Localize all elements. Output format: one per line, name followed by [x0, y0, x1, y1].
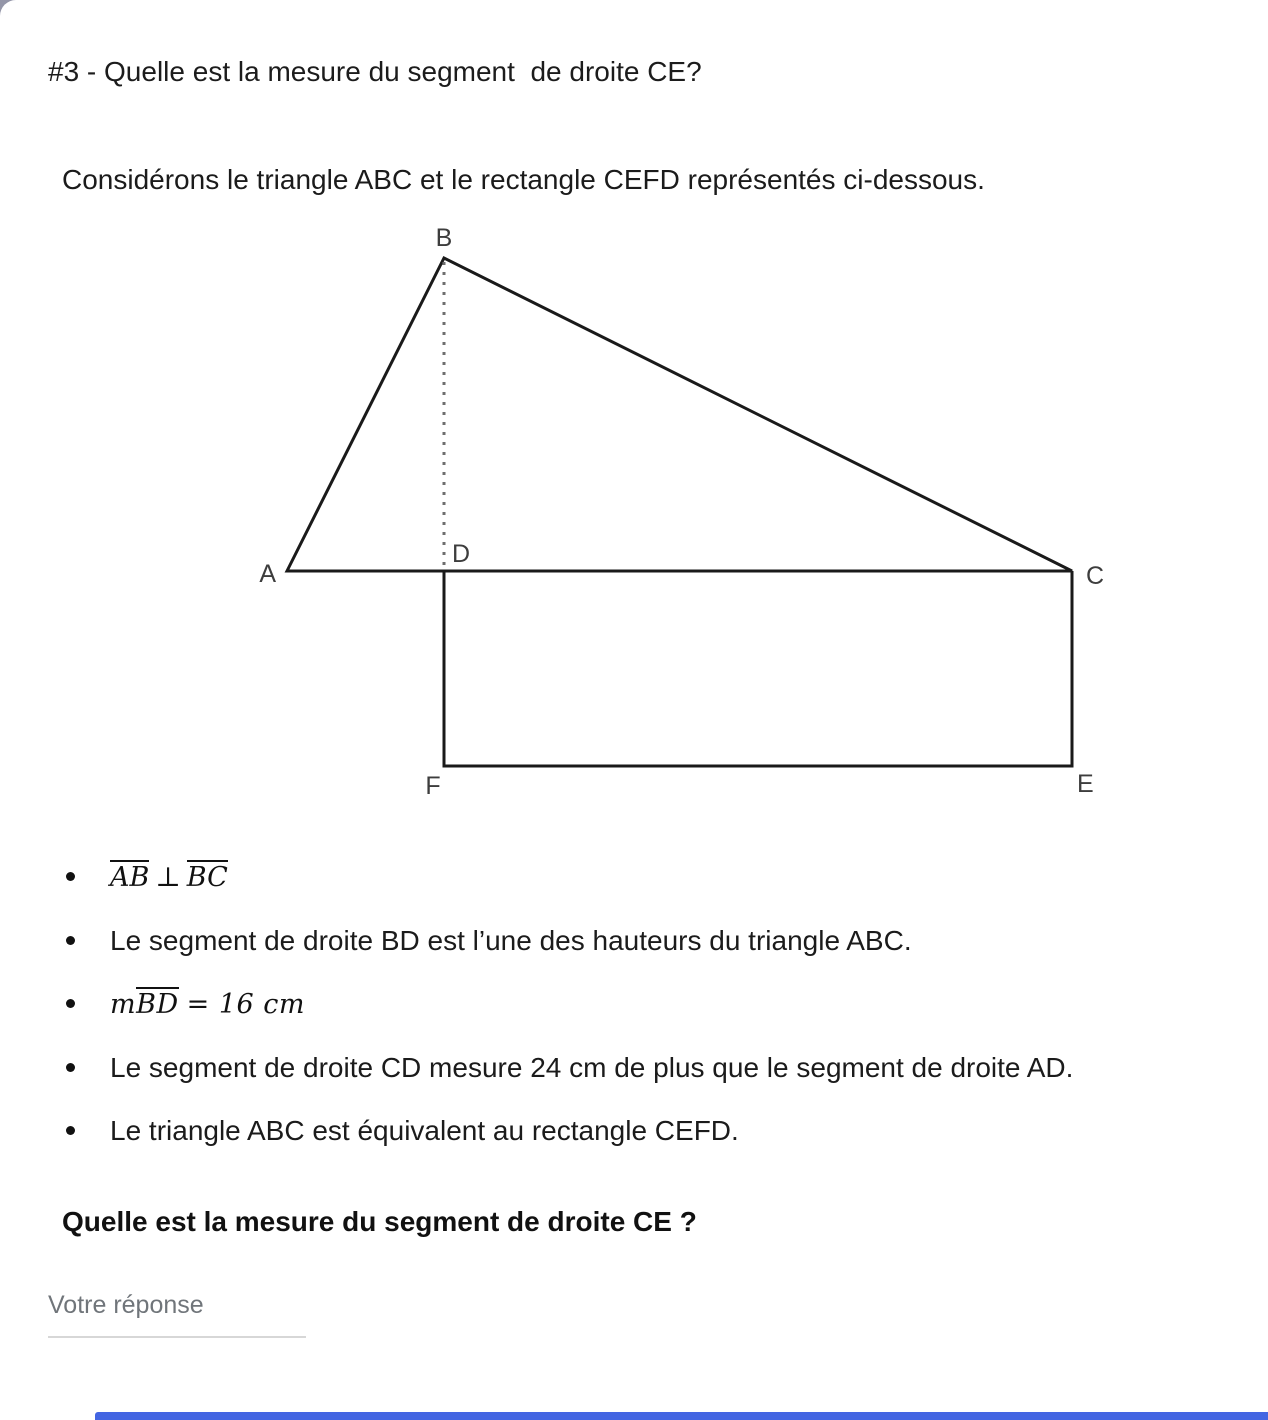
vertex-label-d: D — [452, 540, 471, 568]
math-mbd-16cm: mBD = 16 cm — [110, 989, 305, 1020]
geometry-figure — [0, 214, 1268, 804]
fact-text: Le segment de droite BD est l’une des hauteurs du triangle ABC. — [110, 925, 912, 956]
answer-input[interactable] — [48, 1291, 306, 1338]
intro-text: Considérons le triangle ABC et le rectangle CEFD représentés ci-dessous. — [62, 164, 985, 195]
rectangle-cefd — [444, 571, 1072, 766]
fact-perpendicular — [62, 860, 1228, 895]
bullet-icon — [66, 999, 75, 1008]
triangle-abc — [287, 258, 1072, 571]
final-question: Quelle est la mesure du segment de droite CE ? — [62, 1206, 697, 1237]
bullet-icon — [66, 872, 75, 881]
answer-field-container — [48, 1291, 1268, 1338]
question-title: #3 - Quelle est la mesure du segment de droite CE? — [48, 56, 702, 87]
vertex-label-e: E — [1077, 770, 1094, 798]
facts-list — [0, 860, 1268, 1148]
theme-accent-bar — [95, 1412, 1268, 1420]
vertex-label-b: B — [435, 224, 453, 252]
fact-text: Le segment de droite CD mesure 24 cm de plus que le segment de droite AD. — [110, 1052, 1074, 1083]
fact-bd-measure — [62, 987, 1228, 1022]
bullet-icon — [66, 1063, 75, 1072]
triangle-rectangle-diagram — [0, 214, 1268, 804]
fact-bd-altitude — [62, 924, 1228, 958]
bullet-icon — [66, 936, 75, 945]
vertex-label-c: C — [1086, 562, 1105, 590]
fact-equivalent-areas — [62, 1114, 1228, 1148]
bullet-icon — [66, 1126, 75, 1135]
vertex-label-a: A — [259, 560, 276, 588]
vertex-label-f: F — [425, 772, 441, 800]
math-ab-perp-bc: AB ⊥ BC — [110, 862, 228, 893]
fact-cd-vs-ad — [62, 1051, 1228, 1085]
fact-text: Le triangle ABC est équivalent au rectangle CEFD. — [110, 1115, 739, 1146]
